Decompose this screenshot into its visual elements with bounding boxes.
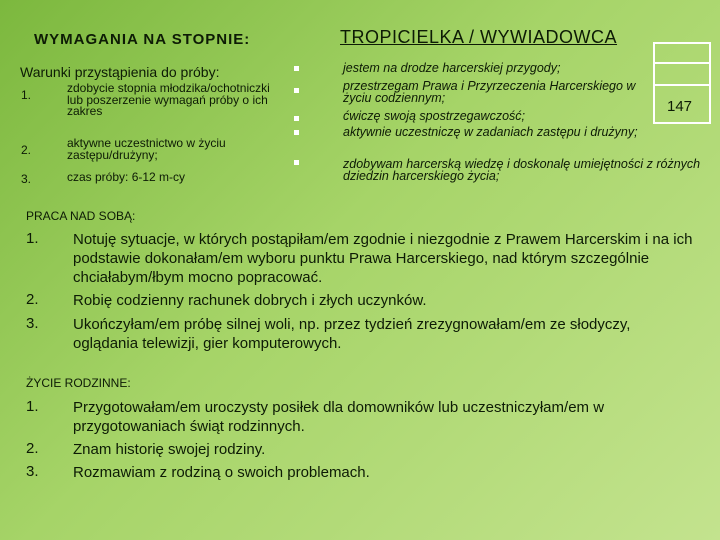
requirement-item: ćwiczę swoją spostrzegawczość;: [343, 109, 526, 123]
badge-number: 147: [667, 98, 693, 115]
list-item: Robię codzienny rachunek dobrych i złych uczynków.: [73, 292, 427, 309]
condition-number: 2.: [21, 143, 32, 157]
condition-number: 3.: [21, 172, 32, 186]
bullet-icon: [294, 160, 299, 165]
list-item-number: 1.: [26, 230, 39, 247]
condition-text: zdobycie stopnia młodzika/ochotniczki lub poszerzenie wymagań próby o ich zakres: [67, 81, 270, 118]
requirement-item: zdobywam harcerską wiedzę i doskonalę umiejętności z różnych dziedzin harcerskiego życia;: [343, 157, 701, 183]
bullet-icon: [294, 130, 299, 135]
list-item-number: 2.: [26, 291, 39, 308]
rank-title: TROPICIELKA / WYWIADOWCA: [340, 27, 618, 47]
list-item: Przygotowałam/em uroczysty posiłek dla domowników lub uczestniczyłam/em w przygotowaniach świąt rodzinnych.: [73, 399, 605, 435]
list-item: Znam historię swojej rodziny.: [73, 441, 266, 458]
page-title: WYMAGANIA NA STOPNIE:: [34, 31, 251, 48]
condition-text: czas próby: 6-12 m-cy: [67, 170, 186, 184]
list-item-number: 3.: [26, 463, 39, 480]
bullet-icon: [294, 116, 299, 121]
section-heading-work-on-self: PRACA NAD SOBĄ:: [26, 209, 136, 223]
conditions-heading: Warunki przystąpienia do próby:: [20, 64, 220, 80]
condition-number: 1.: [21, 88, 32, 102]
requirement-item: jestem na drodze harcerskiej przygody;: [343, 61, 561, 75]
list-item-number: 2.: [26, 440, 39, 457]
list-item: Ukończyłam/em próbę silnej woli, np. przez tydzień zrezygnowałam/em ze słodyczy, oglądania telewizji, gier komputerowych.: [73, 316, 631, 352]
list-item: Rozmawiam z rodziną o swoich problemach.: [73, 464, 370, 481]
requirement-item: przestrzegam Prawa i Przyrzeczenia Harcerskiego w życiu codziennym;: [343, 79, 636, 105]
section-heading-family-life: ŻYCIE RODZINNE:: [26, 376, 131, 390]
bullet-icon: [294, 88, 299, 93]
list-item: Notuję sytuacje, w których postąpiłam/em zgodnie i niezgodnie z Prawem Harcerskim i na ich podstawie dokonałam/em wyboru punktu Prawa Harcerskiego, nad którym szczególnie chciałabym/łbym mocno popracować.: [73, 231, 693, 286]
bullet-icon: [294, 66, 299, 71]
list-item-number: 3.: [26, 315, 39, 332]
list-item-number: 1.: [26, 398, 39, 415]
requirement-item: aktywnie uczestniczę w zadaniach zastępu i drużyny;: [343, 125, 638, 139]
condition-text: aktywne uczestnictwo w życiu zastępu/drużyny;: [67, 136, 226, 162]
